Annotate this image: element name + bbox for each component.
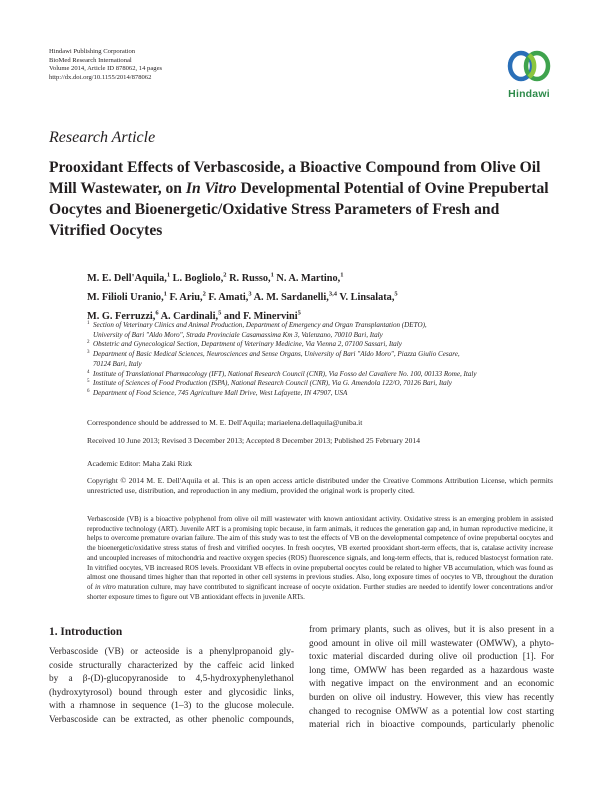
- publication-dates: Received 10 June 2013; Revised 3 December 2013; Accepted 8 December 2013; Published 25 February 2014: [87, 436, 420, 445]
- text-line: (hydroxytyrosol) bound through ester and glycosidic links,: [49, 687, 294, 698]
- text-line: from primary plants, such as olives, but it is also present in a: [309, 625, 554, 635]
- affiliation: 6 Department of Food Science, 745 Agriculture Mall Drive, West Lafayette, IN 47907, USA: [87, 388, 348, 397]
- text-line: toxic material discarded during olive oil production [1]. For: [309, 652, 554, 663]
- academic-editor: Academic Editor: Maha Zaki Rizk: [87, 459, 193, 468]
- author: M. Filioli Uranio,$^1$: [87, 290, 167, 304]
- text-line: good amount in olive oil mill wastewater (OMWW), a phyto-: [309, 638, 554, 649]
- abstract: Verbascoside (VB) is a bioactive polyphenol from olive oil mill wastewater with known antioxidant activity. Oxidative stress is an emerging problem in assisted reproductive technology (ART). Juvenile ART is a promising topic because, in farm animals, it reduces the generation gap and, in human reproductive medicine, it helps to overcome premature ovarian failure. The aim of this study was to test the effects of VB on the developmental competence of ovine prepubertal oocytes and the bioenergetic/oxidative stress status of fresh and vitrified oocytes. In fresh oocytes, VB exerted prooxidant short-term effects, that is, catalase activity increase and uncoupled increases of mitochondria and reactive oxygen species (ROS) fluorescence signals, and long-term effects, that is, reduced blastocyst formation rate. In vitrified oocytes, VB increased ROS levels. Prooxidant VB effects in ovine prepubertal oocytes could be related to higher VB accumulation, which was found as almost one thousand times higher than that reported in other cell systems in previous studies. Also, long exposure times of oocytes to VB, throughout the duration of in vitro maturation culture, may have contributed to significant increase of oocyte oxidation. Further studies are needed to identify lower concentrations and/or shorter exposure times to figure out VB antioxidant effects in juvenile ARTs.: [87, 515, 553, 601]
- text-line: burden on olive oil industry. However, this view has recently: [309, 692, 554, 703]
- author: R. Russo,$^1$: [229, 272, 274, 285]
- article-type: Research Article: [49, 129, 156, 146]
- logo-text: Hindawi: [508, 88, 550, 100]
- title-italic: In Vitro: [185, 180, 237, 197]
- journal-name: BioMed Research International: [49, 56, 132, 64]
- text-line: Verbascoside can be extracted, as other phenolic compounds,: [49, 714, 294, 725]
- title-part-1: Prooxidant Effects of Verbascoside, a Bioactive Compound from Olive Oil Mill Wastewater, on: [49, 159, 541, 197]
- affiliation-continued: 70124 Bari, Italy: [93, 359, 142, 368]
- body-column-right: [309, 624, 554, 733]
- text-line: long time, OMWW has been regarded as a hazardous waste: [309, 665, 554, 676]
- affiliations: [87, 321, 557, 399]
- affiliation: 5 Institute of Sciences of Food Production (ISPA), National Research Council (CNR), Via G. Amendola 122/O, 70126 Bari, Italy: [87, 379, 452, 388]
- author: A. Cardinali,$^5$: [160, 309, 222, 323]
- abstract-italic: in vitro: [95, 582, 116, 591]
- author-list: [87, 268, 527, 325]
- affiliation: 2 Obstetric and Gynecological Section, Department of Veterinary Medicine, Via Vienna 2, 07100 Sassari, Italy: [87, 340, 402, 349]
- author: A. M. Sardanelli,$^{3,4}$: [253, 290, 337, 304]
- author: and F. Minervini$^5$: [223, 309, 301, 323]
- volume-info: Volume 2014, Article ID 878062, 14 pages: [49, 65, 163, 73]
- text-line: Verbascoside (VB) or acteoside is a phenylpropanoid gly-: [49, 647, 294, 657]
- text-line: changed to recognise OMWW as a potential low cost starting: [309, 706, 554, 717]
- title-part-2: Developmental Potential of Ovine Prepubertal Oocytes and Bioenergetic/Oxidative Stress Parameters of Fresh and Vitrified Oocytes: [49, 180, 549, 239]
- author: V. Linsalata,$^5$: [339, 290, 398, 304]
- copyright-notice: Copyright © 2014 M. E. Dell'Aquila et al. This is an open access article distributed under the Creative Commons Attribution License, which permits unrestricted use, distribution, and reproduction in any medium, provided the original work is properly cited.: [87, 476, 553, 495]
- author: N. A. Martino,$^1$: [276, 272, 344, 285]
- paper-title: [49, 157, 559, 241]
- author: M. G. Ferruzzi,$^6$: [87, 309, 159, 323]
- affiliation: 1 Section of Veterinary Clinics and Animal Production, Department of Emergency and Organ Transplantation (DETO),: [87, 321, 427, 329]
- journal-header: [49, 48, 162, 82]
- affiliation-continued: University of Bari "Aldo Moro", Strada Provinciale Casamassima Km 3, Valenzano, 70010 Bari, Italy: [93, 330, 383, 339]
- author: L. Bogliolo,$^2$: [172, 272, 227, 285]
- text-line: with negative impact on the environment and an economic: [309, 679, 554, 690]
- author: M. E. Dell'Aquila,$^1$: [87, 272, 171, 285]
- body-column-left: [49, 646, 294, 728]
- affiliation: 4 Institute of Translational Pharmacology (IFT), National Research Council (CNR), Via Fosso del Cavaliere No. 100, 00133 Rome, Italy: [87, 369, 477, 378]
- text-line: coside structurally characterized by the caffeic acid linked: [49, 660, 294, 671]
- section-heading: 1. Introduction: [49, 626, 123, 638]
- doi-link[interactable]: http://dx.doi.org/10.1155/2014/878062: [49, 73, 152, 81]
- text-line: with a rhamnose in sequence (1–3) to the glucose molecule.: [49, 701, 294, 712]
- text-line: material rich in bioactive compounds, particularly phenolic: [309, 720, 554, 731]
- publisher: Hindawi Publishing Corporation: [49, 48, 136, 55]
- affiliation: 3 Department of Basic Medical Sciences, Neurosciences and Sense Organs, University of Bari "Aldo Moro", Piazza Giulio Cesare,: [87, 350, 460, 359]
- text-line: by a β-(D)-glucopyranoside to 4,5-hydroxyphenylethanol: [49, 674, 294, 685]
- author: F. Amati,$^3$: [208, 290, 252, 304]
- correspondence: Correspondence should be addressed to M. E. Dell'Aquila; mariaelena.dellaquila@uniba.it: [87, 418, 363, 427]
- author: F. Ariu,$^2$: [169, 290, 206, 304]
